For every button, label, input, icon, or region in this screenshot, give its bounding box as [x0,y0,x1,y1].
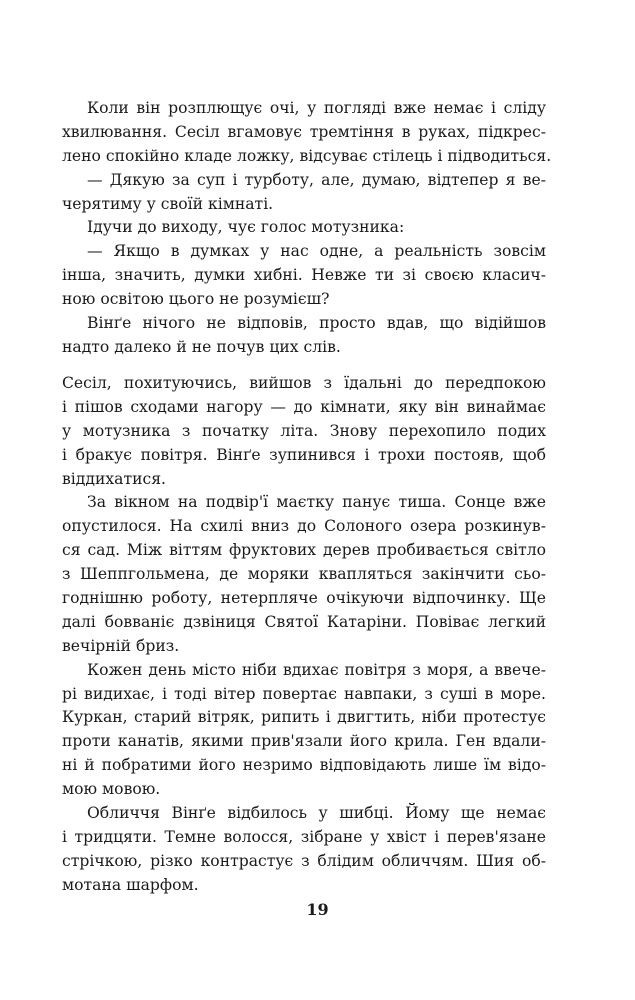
text-line: Сесіл, похитуючись, вийшов з їдальні до передпокою [62,374,546,392]
text-line: черятиму у своїй кімнаті. [62,194,274,213]
text-line: ною освітою цього не розумієш? [62,290,330,309]
text-line: мою мовою. [62,780,161,799]
text-line: і тридцяти. Темне волосся, зібране у хвіст і перев'язане [62,827,546,846]
text-line: хвилювання. Сесіл вгамовує тремтіння в руках, підкрес- [62,122,546,141]
text-line: стрічкою, різко контрастує з блідим обличчям. Шия об- [62,851,546,870]
text-line: Ідучи до виходу, чує голос мотузника: [87,218,405,237]
text-line: рі видихає, і тоді вітер повертає навпаки, з суші в море. [62,684,546,703]
text-line: і пішов сходами нагору — до кімнати, яку він винаймає [62,397,546,416]
text-line: у мотузника з початку літа. Знову перехопило подих [62,421,546,440]
text-line: ся сад. Між віттям фруктових дерев пробивається світло [62,541,546,560]
text-line: інша, значить, думки хибні. Невже ти зі своєю класич- [62,266,546,285]
text-line: лено спокійно кладе ложку, відсуває стілець і підводиться. [62,146,552,165]
text-line: годнішню роботу, нетерпляче очікуючи відпочинку. Ще [62,589,546,608]
text-line: Обличчя Вінґе відбилось у шибці. Йому ще немає [87,804,546,823]
text-line: мотана шарфом. [62,875,199,894]
text-line: За вікном на подвір'ї маєтку панує тиша. Сонце вже [87,493,546,512]
text-line: далі бовваніє дзвіниця Святої Катаріни. Повіває легкий [62,612,546,631]
text-line: проти канатів, якими прив'язали його крила. Ген вдали- [62,732,546,751]
text-line: вечірній бриз. [62,636,180,655]
text-line: Вінґе нічого не відповів, просто вдав, що відійшов [87,314,546,333]
text-line: надто далеко й не почув цих слів. [62,337,341,356]
text-line: ні й побратими його незримо відповідають лише їм відо- [62,756,546,775]
text-line: Коли він розплющує очі, у погляді вже немає і сліду [87,99,546,117]
text-line: Куркан, старий вітряк, рипить і двигтить, ніби протестує [62,708,546,727]
text-line: Кожен день місто ніби вдихає повітря з моря, а ввече- [87,660,546,679]
text-line: і бракує повітря. Вінґе зупинився і трохи постояв, щоб [62,445,546,464]
text-section-1 [62,97,552,360]
text-line: опустилося. На схилі вниз до Солоного озера розкинув- [62,517,546,536]
text-line: з Шеппгольмена, де моряки кваплятьcя закінчити сьо- [62,565,546,584]
text-line: — Дякую за суп і турботу, але, думаю, відтепер я ве- [87,170,546,189]
text-section-2 [62,372,546,898]
text-line: — Якщо в думках у нас одне, а реальність зовсім [87,242,546,261]
page-number: 19 [306,900,329,919]
text-line: віддихатися. [62,469,167,488]
